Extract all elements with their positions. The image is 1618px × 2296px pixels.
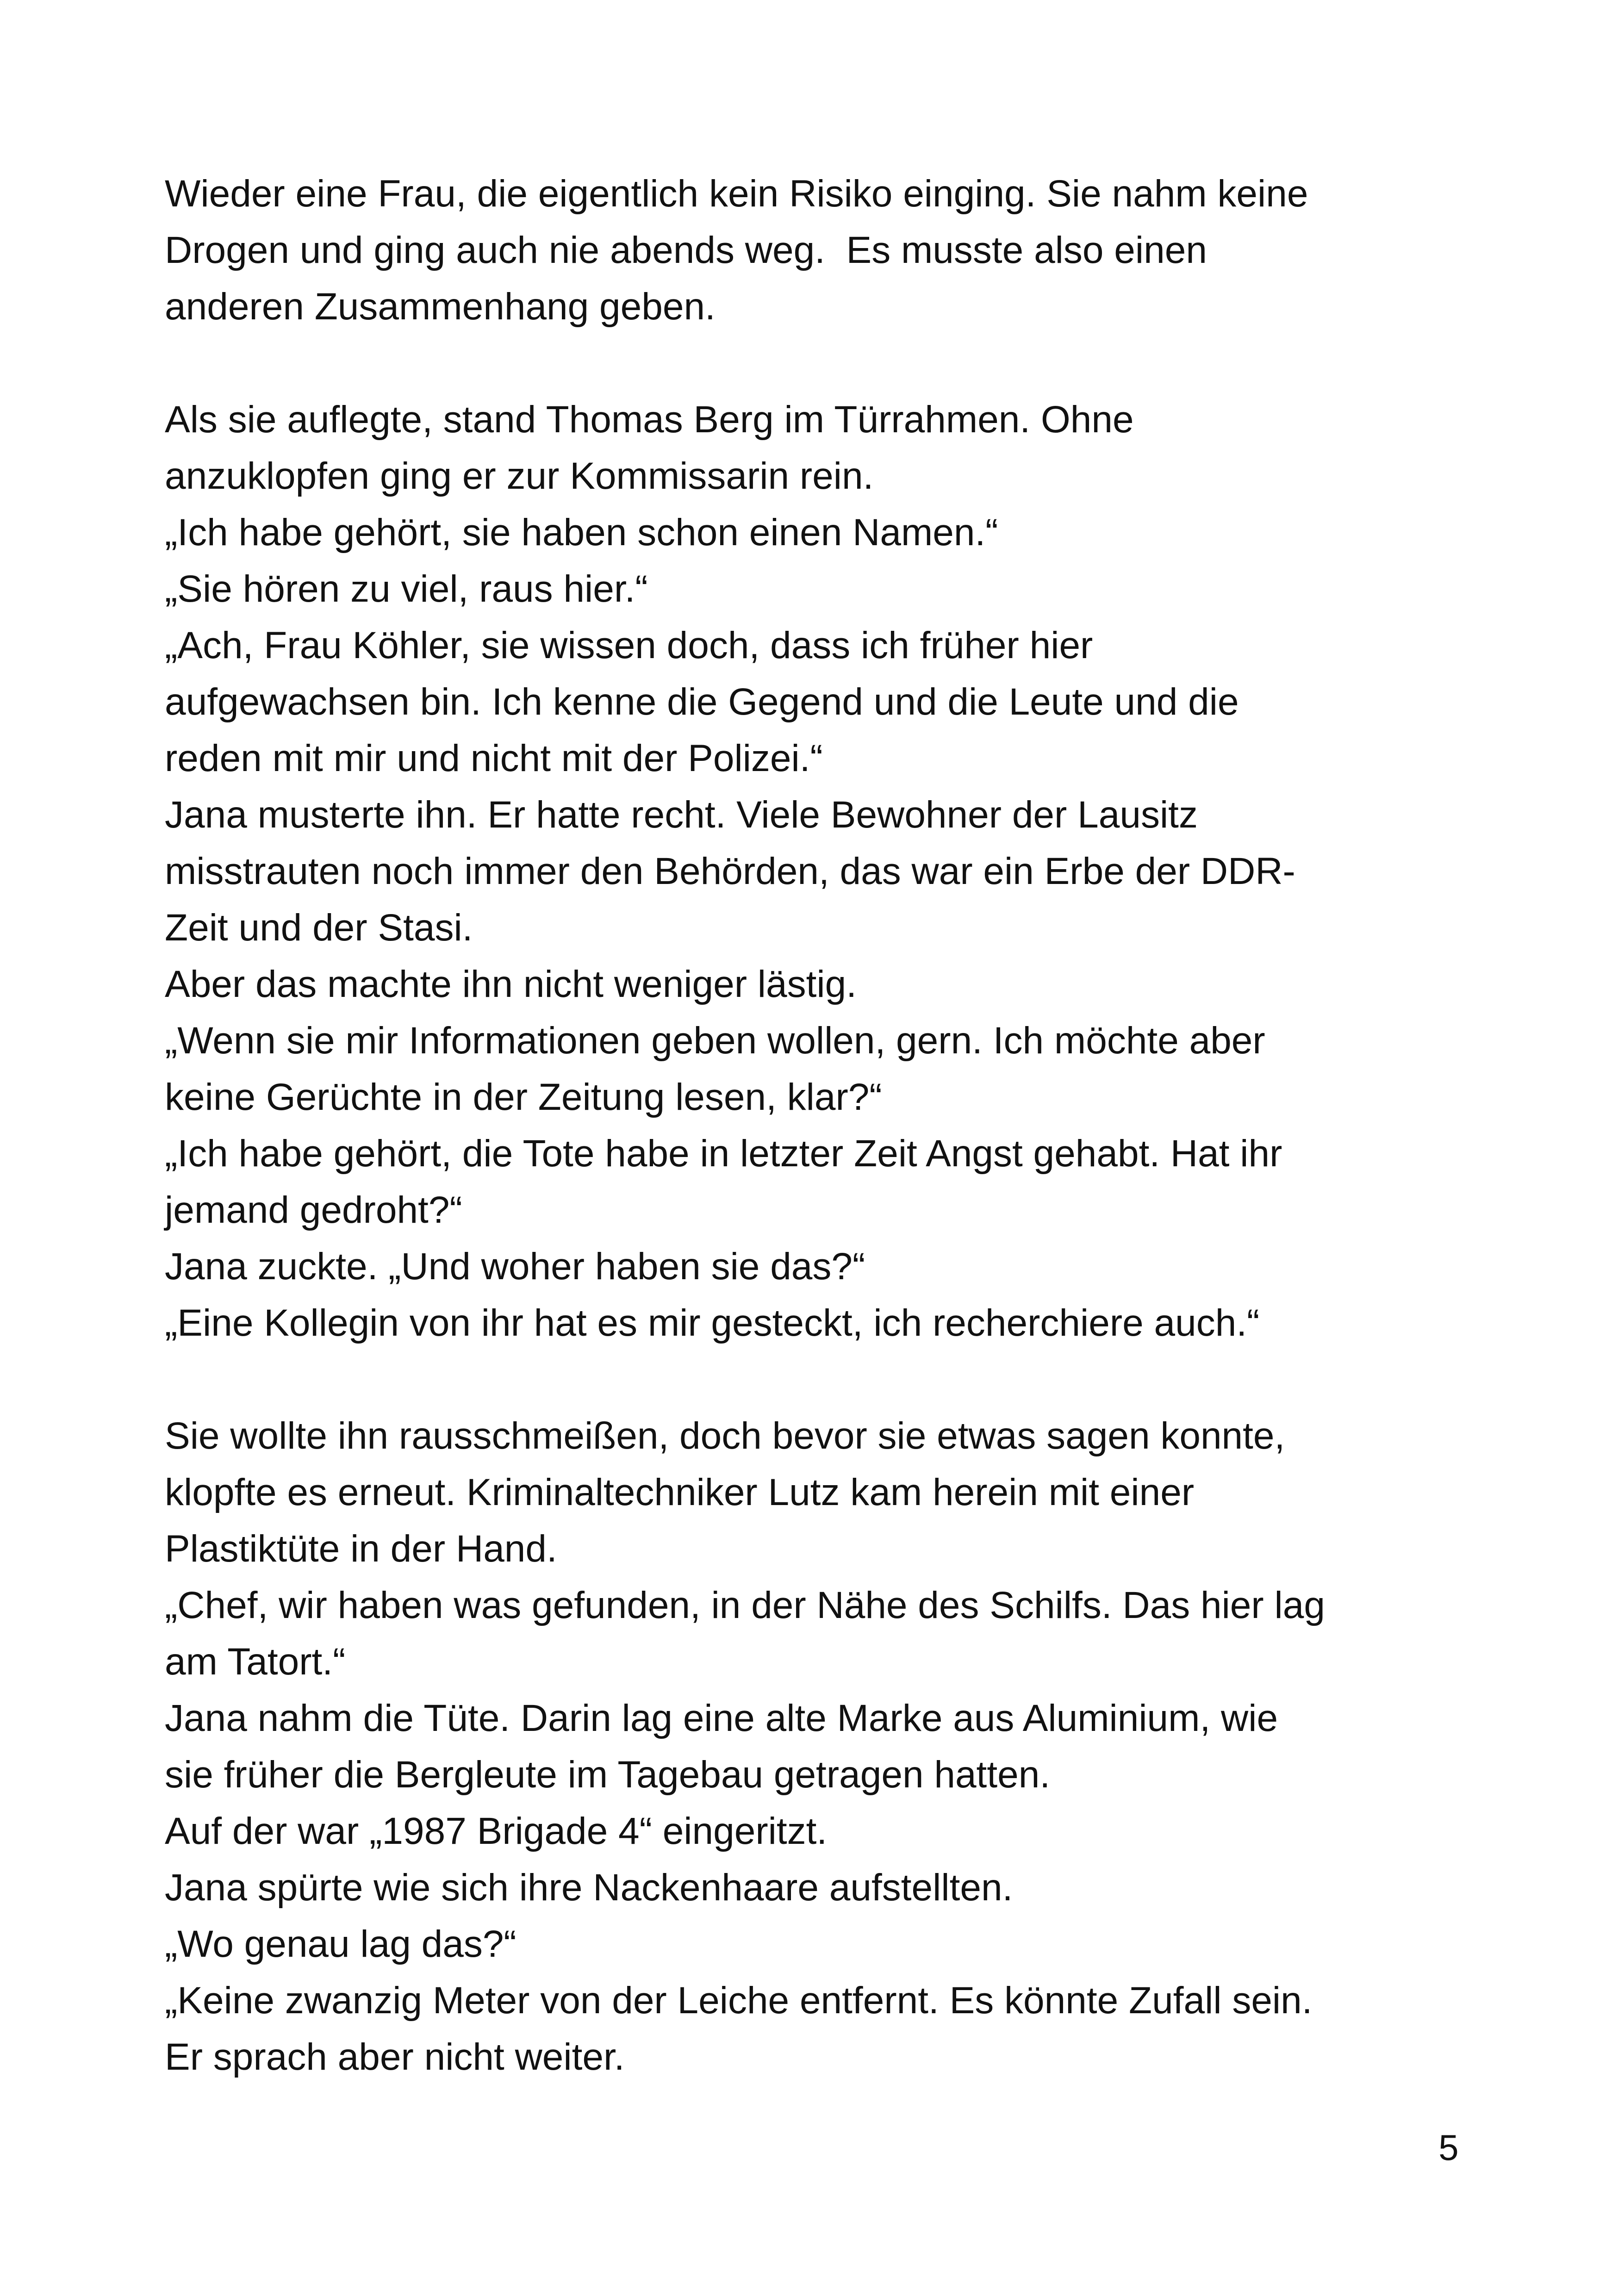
text-line: „Eine Kollegin von ihr hat es mir gesteckt, ich recherchiere auch.“ xyxy=(165,1302,1260,1344)
text-line: jemand gedroht?“ xyxy=(165,1189,462,1231)
text-line: anderen Zusammenhang geben. xyxy=(165,286,716,328)
text-line: Plastiktüte in der Hand. xyxy=(165,1528,557,1570)
text-line: anzuklopfen ging er zur Kommissarin rein. xyxy=(165,455,874,497)
paragraph-2 xyxy=(165,392,1461,1351)
text-line: „Wo genau lag das?“ xyxy=(165,1923,517,1965)
text-line: Jana spürte wie sich ihre Nackenhaare aufstellten. xyxy=(165,1867,1013,1909)
text-line: am Tatort.“ xyxy=(165,1641,346,1683)
text-line: Wieder eine Frau, die eigentlich kein Risiko einging. Sie nahm keine xyxy=(165,173,1308,215)
page-number: 5 xyxy=(1438,2127,1459,2168)
body-text xyxy=(165,166,1461,2085)
paragraph-1 xyxy=(165,166,1461,335)
text-line: keine Gerüchte in der Zeitung lesen, klar?“ xyxy=(165,1076,882,1118)
text-line: klopfte es erneut. Kriminaltechniker Lutz kam herein mit einer xyxy=(165,1471,1195,1513)
text-line: Sie wollte ihn rausschmeißen, doch bevor sie etwas sagen konnte, xyxy=(165,1415,1285,1457)
text-line: „Sie hören zu viel, raus hier.“ xyxy=(165,568,648,610)
text-line: „Ich habe gehört, sie haben schon einen Namen.“ xyxy=(165,511,998,554)
text-line: Zeit und der Stasi. xyxy=(165,907,473,949)
text-line: Jana nahm die Tüte. Darin lag eine alte Marke aus Aluminium, wie xyxy=(165,1697,1278,1739)
text-line: Drogen und ging auch nie abends weg. Es musste also einen xyxy=(165,229,1207,271)
text-line: Er sprach aber nicht weiter. xyxy=(165,2036,625,2078)
text-line: Jana zuckte. „Und woher haben sie das?“ xyxy=(165,1245,865,1288)
text-line: „Wenn sie mir Informationen geben wollen, gern. Ich möchte aber xyxy=(165,1020,1265,1062)
text-line: reden mit mir und nicht mit der Polizei.“ xyxy=(165,737,823,779)
text-line: „Keine zwanzig Meter von der Leiche entfernt. Es könnte Zufall sein. xyxy=(165,1979,1313,2022)
text-line: sie früher die Bergleute im Tagebau getragen hatten. xyxy=(165,1754,1051,1796)
text-line: Aber das machte ihn nicht weniger lästig. xyxy=(165,963,857,1005)
text-line: „Ach, Frau Köhler, sie wissen doch, dass ich früher hier xyxy=(165,624,1093,666)
paragraph-gap xyxy=(165,335,1461,392)
text-line: „Chef, wir haben was gefunden, in der Nähe des Schilfs. Das hier lag xyxy=(165,1584,1325,1626)
text-line: Als sie auflegte, stand Thomas Berg im Türrahmen. Ohne xyxy=(165,398,1134,441)
text-line: misstrauten noch immer den Behörden, das war ein Erbe der DDR- xyxy=(165,850,1295,892)
paragraph-gap xyxy=(165,1351,1461,1408)
text-line: aufgewachsen bin. Ich kenne die Gegend und die Leute und die xyxy=(165,681,1239,723)
paragraph-3 xyxy=(165,1408,1461,2085)
text-line: Auf der war „1987 Brigade 4“ eingeritzt. xyxy=(165,1810,828,1852)
text-line: „Ich habe gehört, die Tote habe in letzter Zeit Angst gehabt. Hat ihr xyxy=(165,1132,1282,1175)
text-line: Jana musterte ihn. Er hatte recht. Viele Bewohner der Lausitz xyxy=(165,794,1198,836)
